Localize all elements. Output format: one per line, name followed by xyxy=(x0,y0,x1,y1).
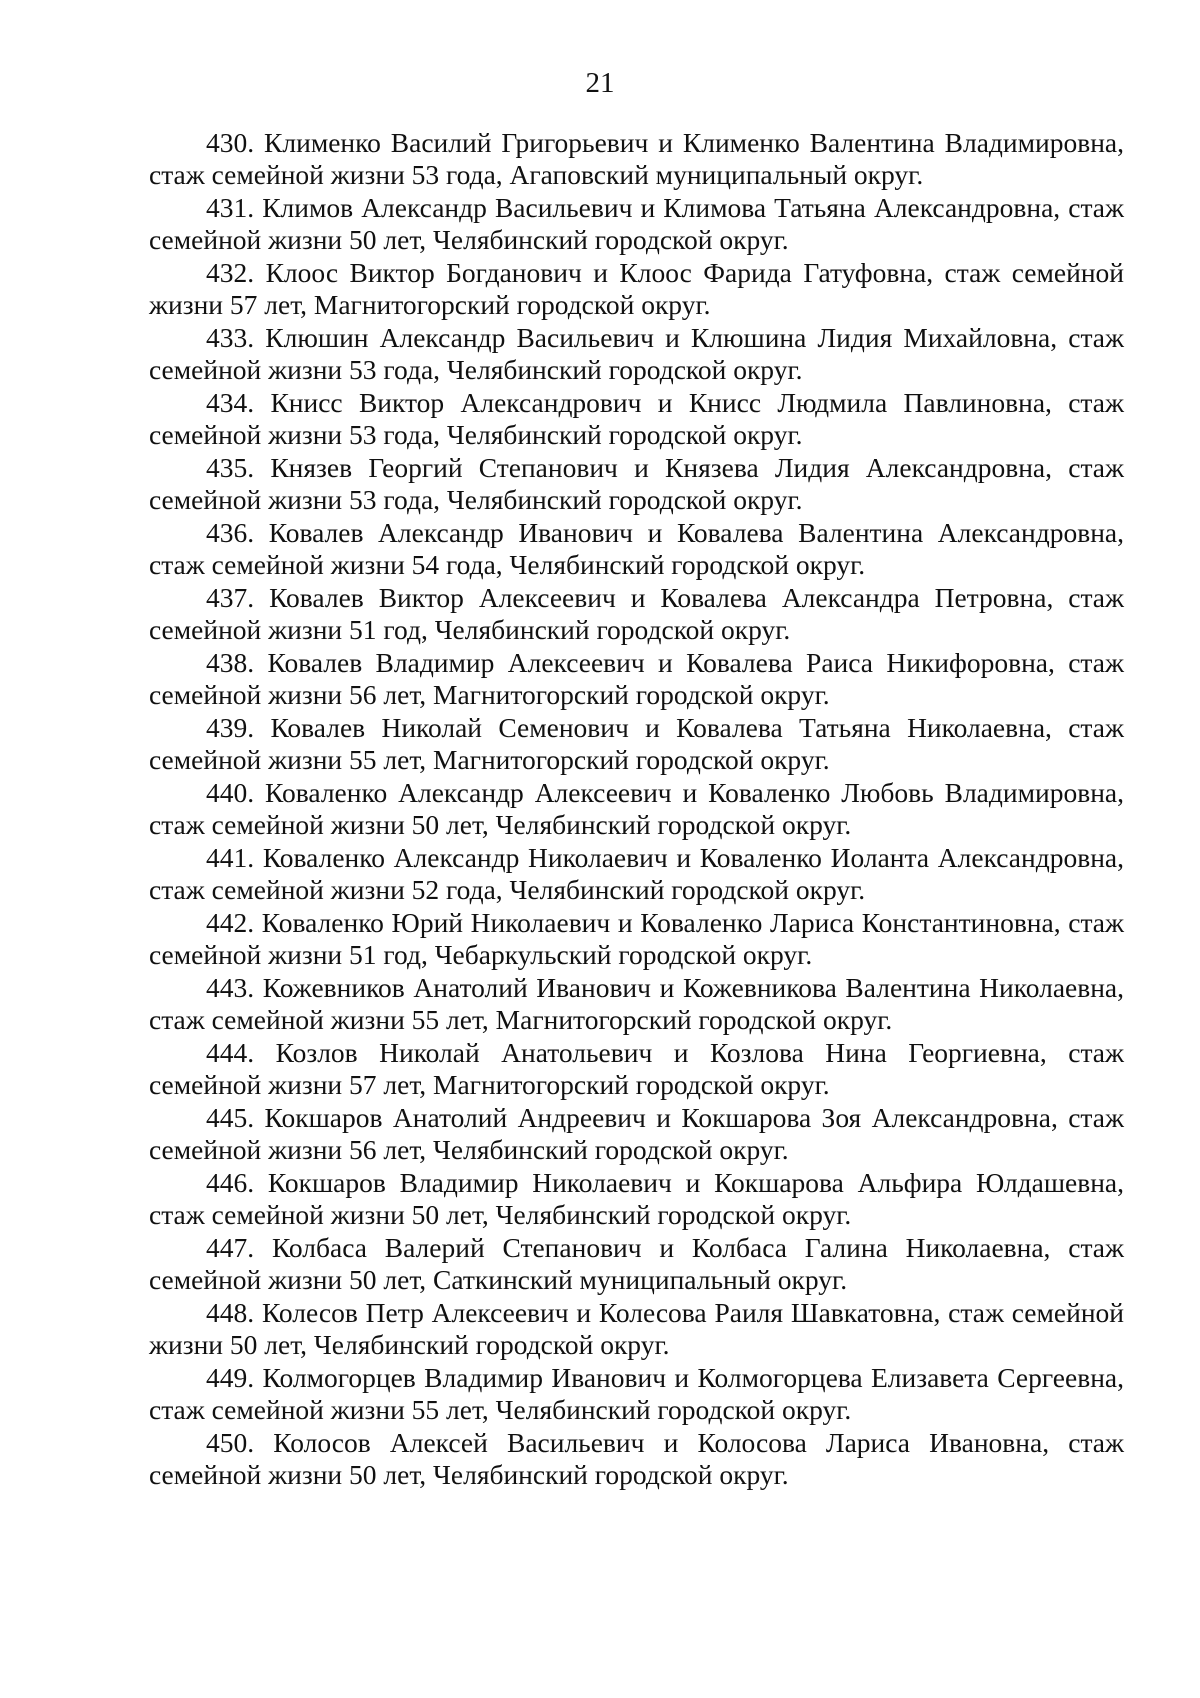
entry-text: Клоос Виктор Богданович и Клоос Фарида Гатуфовна, стаж семейной жизни 57 лет, Магнитогорский городской округ. xyxy=(149,257,1125,320)
list-item xyxy=(149,1102,1124,1166)
entry-number: 447. xyxy=(206,1232,255,1263)
entry-number: 440. xyxy=(206,777,255,808)
entries-list xyxy=(149,127,1124,1492)
list-item xyxy=(149,517,1124,581)
entry-text: Кокшаров Владимир Николаевич и Кокшарова Альфира Юлдашевна, стаж семейной жизни 50 лет, Челябинский городской округ. xyxy=(149,1167,1124,1230)
entry-number: 445. xyxy=(206,1102,255,1133)
list-item xyxy=(149,647,1124,711)
entry-text: Князев Георгий Степанович и Князева Лидия Александровна, стаж семейной жизни 53 года, Челябинский городской округ. xyxy=(149,452,1124,515)
list-item xyxy=(149,1167,1124,1231)
list-item xyxy=(149,777,1124,841)
entry-number: 434. xyxy=(206,387,255,418)
entry-text: Клюшин Александр Васильевич и Клюшина Лидия Михайловна, стаж семейной жизни 53 года, Челябинский городской округ. xyxy=(149,322,1125,385)
list-item xyxy=(149,842,1124,906)
entry-text: Климов Александр Васильевич и Климова Татьяна Александровна, стаж семейной жизни 50 лет, Челябинский городской округ. xyxy=(149,192,1124,255)
list-item xyxy=(149,387,1124,451)
entry-number: 439. xyxy=(206,712,255,743)
entry-text: Ковалев Александр Иванович и Ковалева Валентина Александровна, стаж семейной жизни 54 года, Челябинский городской округ. xyxy=(149,517,1125,580)
entry-number: 438. xyxy=(206,647,255,678)
entry-text: Колосов Алексей Васильевич и Колосова Лариса Ивановна, стаж семейной жизни 50 лет, Челябинский городской округ. xyxy=(149,1427,1124,1490)
entry-text: Кожевников Анатолий Иванович и Кожевникова Валентина Николаевна, стаж семейной жизни 55 лет, Магнитогорский городской округ. xyxy=(149,972,1125,1035)
entry-number: 448. xyxy=(206,1297,255,1328)
list-item xyxy=(149,1037,1124,1101)
entry-text: Ковалев Виктор Алексеевич и Ковалева Александра Петровна, стаж семейной жизни 51 год, Челябинский городской округ. xyxy=(149,582,1125,645)
entry-text: Кокшаров Анатолий Андреевич и Кокшарова Зоя Александровна, стаж семейной жизни 56 лет, Челябинский городской округ. xyxy=(149,1102,1124,1165)
list-item xyxy=(149,257,1124,321)
entry-number: 446. xyxy=(206,1167,255,1198)
entry-number: 444. xyxy=(206,1037,255,1068)
list-item xyxy=(149,192,1124,256)
entry-number: 436. xyxy=(206,517,255,548)
entry-text: Ковалев Владимир Алексеевич и Ковалева Раиса Никифоровна, стаж семейной жизни 56 лет, Магнитогорский городской округ. xyxy=(149,647,1124,710)
entry-number: 443. xyxy=(206,972,255,1003)
entry-text: Коваленко Юрий Николаевич и Коваленко Лариса Константиновна, стаж семейной жизни 51 год, Чебаркульский городской округ. xyxy=(149,907,1125,970)
list-item xyxy=(149,322,1124,386)
entry-number: 432. xyxy=(206,257,255,288)
entry-text: Колмогорцев Владимир Иванович и Колмогорцева Елизавета Сергеевна, стаж семейной жизни 55 лет, Челябинский городской округ. xyxy=(149,1362,1125,1425)
list-item xyxy=(149,1427,1124,1491)
entry-number: 431. xyxy=(206,192,255,223)
list-item xyxy=(149,452,1124,516)
entry-number: 437. xyxy=(206,582,255,613)
list-item xyxy=(149,712,1124,776)
entry-text: Колесов Петр Алексеевич и Колесова Раиля Шавкатовна, стаж семейной жизни 50 лет, Челябинский городской округ. xyxy=(149,1297,1125,1360)
list-item xyxy=(149,1297,1124,1361)
entry-text: Ковалев Николай Семенович и Ковалева Татьяна Николаевна, стаж семейной жизни 55 лет, Магнитогорский городской округ. xyxy=(149,712,1124,775)
list-item xyxy=(149,582,1124,646)
list-item xyxy=(149,972,1124,1036)
entry-number: 441. xyxy=(206,842,255,873)
list-item xyxy=(149,1232,1124,1296)
entry-number: 442. xyxy=(206,907,255,938)
entry-text: Книсс Виктор Александрович и Книсс Людмила Павлиновна, стаж семейной жизни 53 года, Челябинский городской округ. xyxy=(149,387,1124,450)
list-item xyxy=(149,1362,1124,1426)
entry-number: 435. xyxy=(206,452,255,483)
entry-text: Коваленко Александр Николаевич и Коваленко Иоланта Александровна, стаж семейной жизни 52 года, Челябинский городской округ. xyxy=(149,842,1124,905)
entry-number: 430. xyxy=(206,127,255,158)
entry-number: 449. xyxy=(206,1362,255,1393)
entry-text: Колбаса Валерий Степанович и Колбаса Галина Николаевна, стаж семейной жизни 50 лет, Саткинский муниципальный округ. xyxy=(149,1232,1125,1295)
entry-text: Клименко Василий Григорьевич и Клименко Валентина Владимировна, стаж семейной жизни 53 года, Агаповский муниципальный округ. xyxy=(149,127,1125,190)
entry-number: 433. xyxy=(206,322,255,353)
entry-number: 450. xyxy=(206,1427,255,1458)
entry-text: Коваленко Александр Алексеевич и Коваленко Любовь Владимировна, стаж семейной жизни 50 лет, Челябинский городской округ. xyxy=(149,777,1124,840)
entry-text: Козлов Николай Анатольевич и Козлова Нина Георгиевна, стаж семейной жизни 57 лет, Магнитогорский городской округ. xyxy=(149,1037,1124,1100)
list-item xyxy=(149,907,1124,971)
page-number: 21 xyxy=(585,67,615,99)
list-item xyxy=(149,127,1124,191)
